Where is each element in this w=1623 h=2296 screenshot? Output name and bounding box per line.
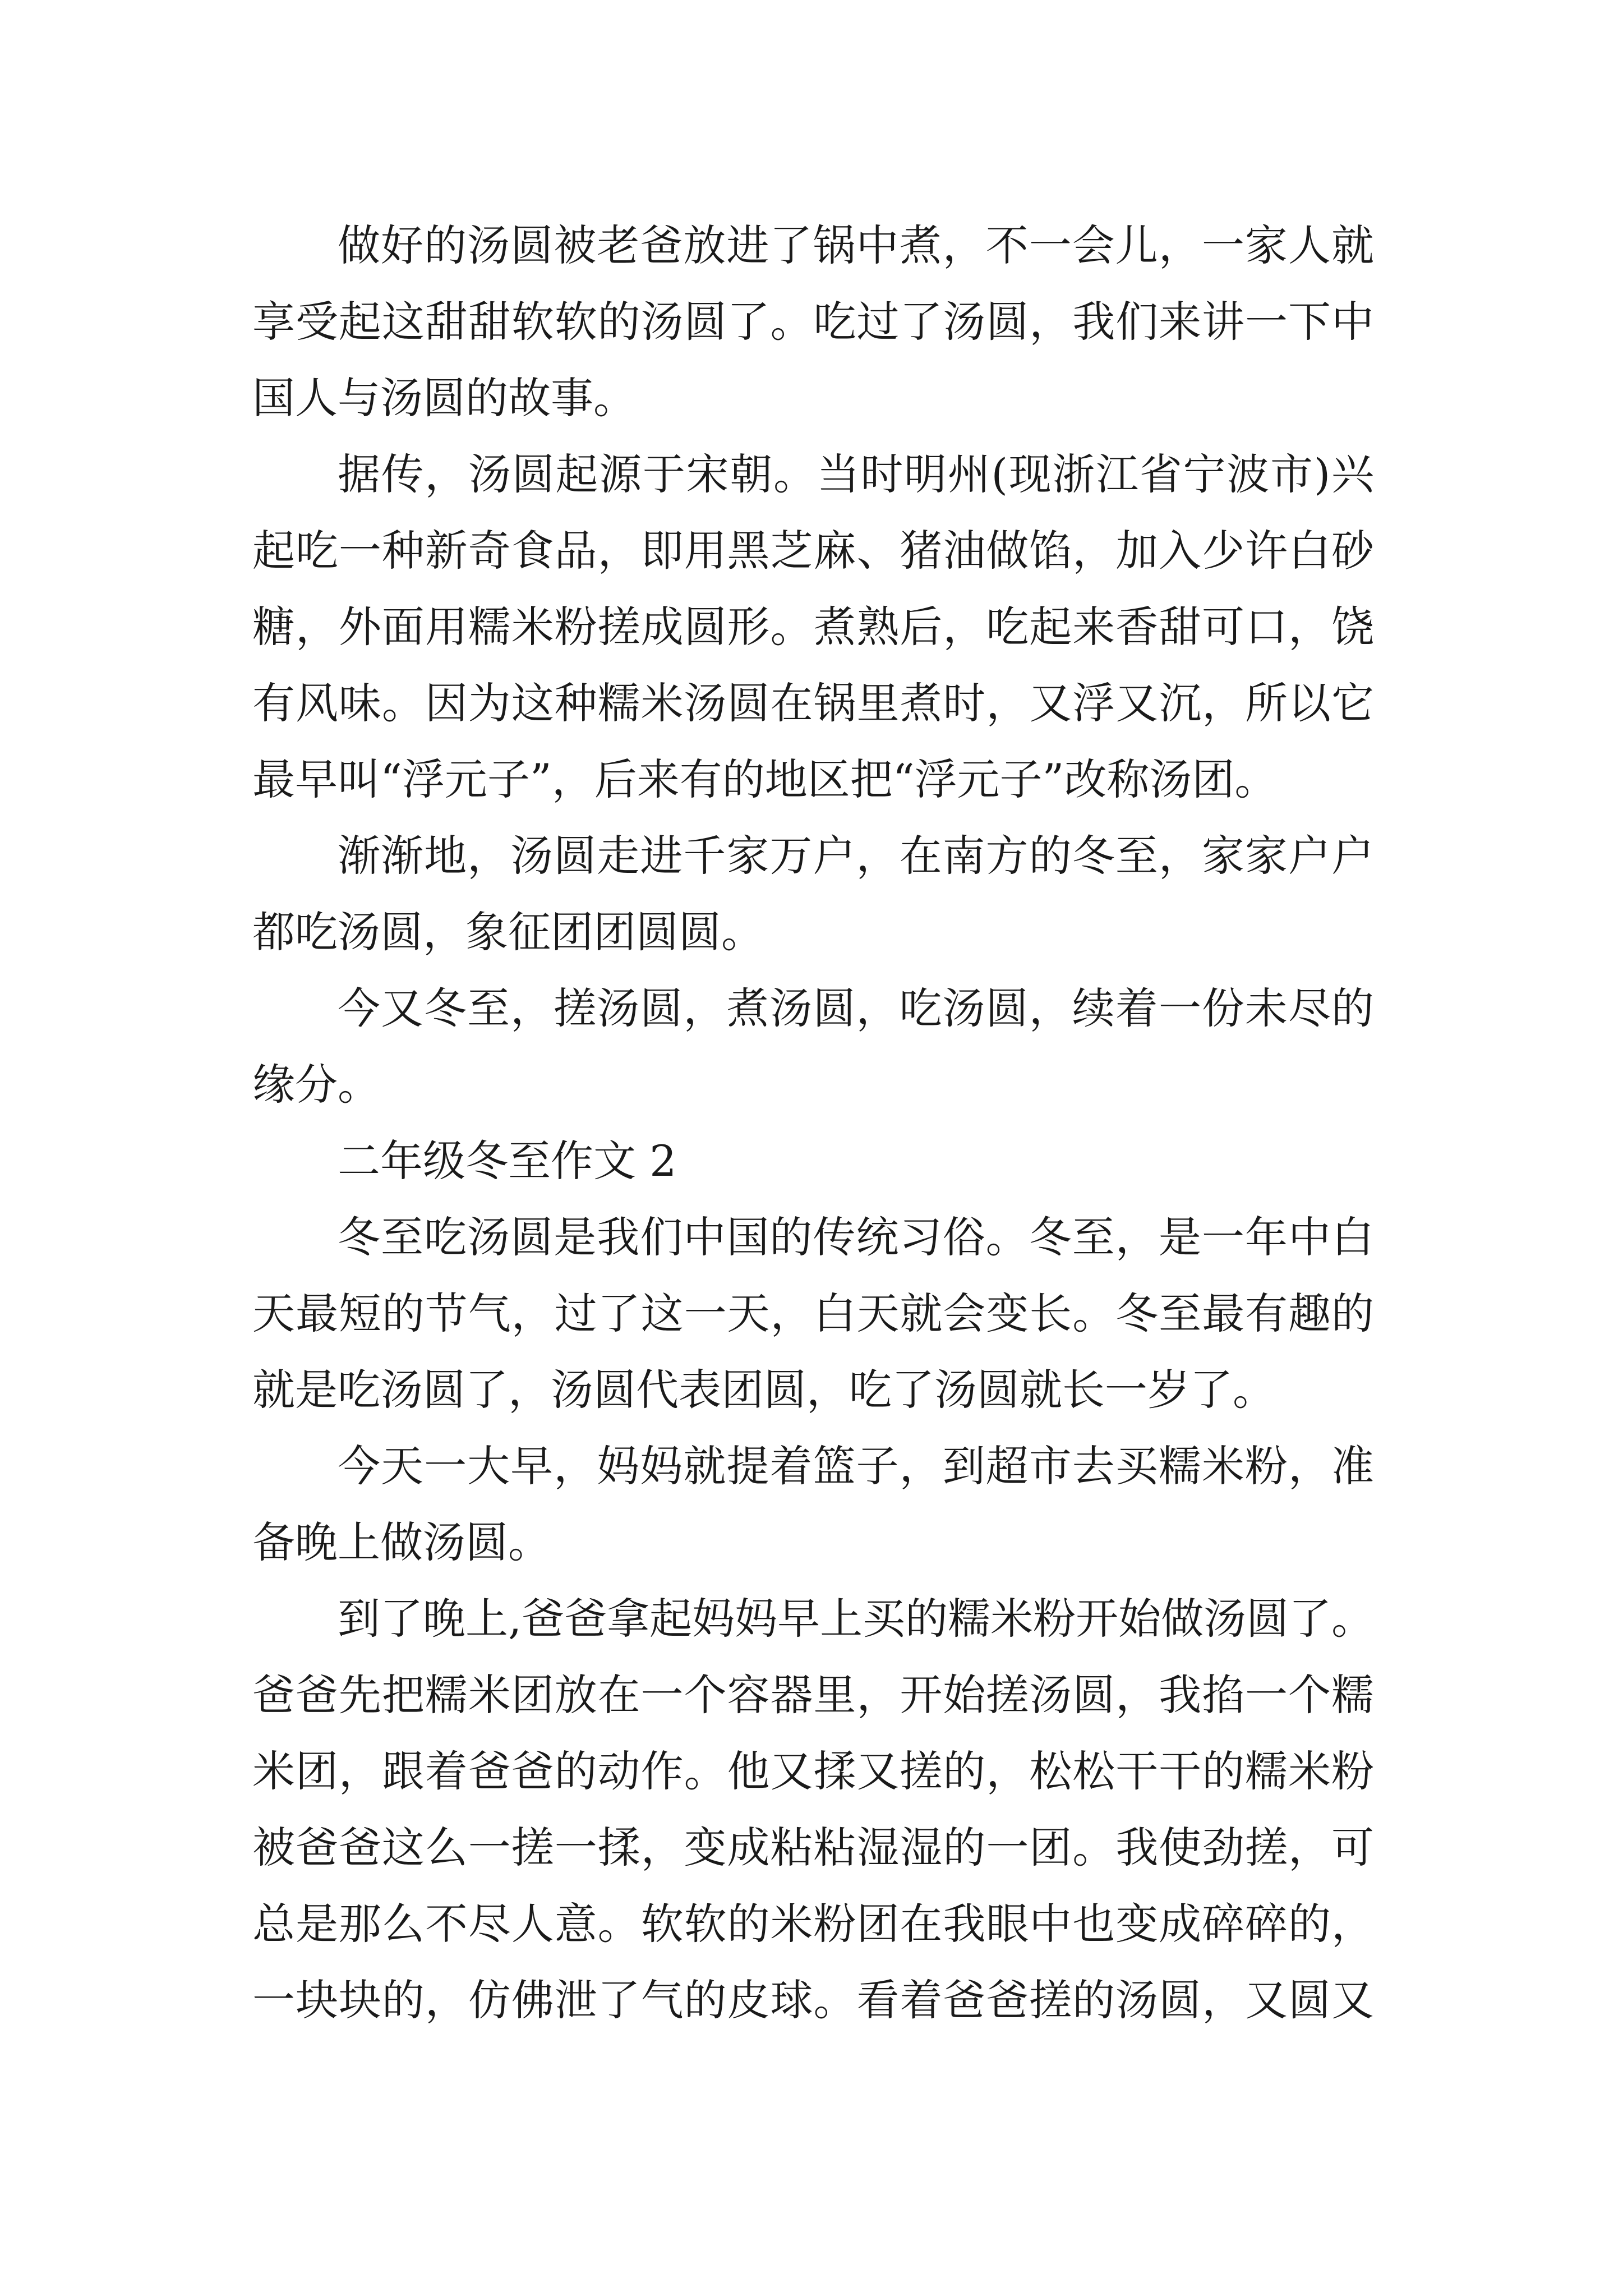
text-line: 米团，跟着爸爸的动作。他又揉又搓的，松松干干的糯米粉: [252, 1746, 1374, 1796]
text-line: 渐渐地，汤圆走进千家万户，在南方的冬至，家家户户: [338, 831, 1374, 881]
text-line: 总是那么不尽人意。软软的米粉团在我眼中也变成碎碎的，: [252, 1899, 1374, 1949]
text-line: 冬至吃汤圆是我们中国的传统习俗。冬至，是一年中白: [338, 1212, 1374, 1262]
text-line: 二年级冬至作文 2: [338, 1136, 677, 1186]
text-line: 今天一大早，妈妈就提着篮子，到超市去买糯米粉，准: [338, 1441, 1374, 1491]
text-line: 就是吃汤圆了，汤圆代表团圆，吃了汤圆就长一岁了。: [252, 1365, 1275, 1415]
text-line: 爸爸先把糯米团放在一个容器里，开始搓汤圆，我掐一个糯: [252, 1670, 1374, 1720]
text-line: 被爸爸这么一搓一揉，变成粘粘湿湿的一团。我使劲搓，可: [252, 1823, 1374, 1872]
text-line: 做好的汤圆被老爸放进了锅中煮，不一会儿，一家人就: [338, 220, 1374, 270]
text-line: 一块块的，仿佛泄了气的皮球。看着爸爸搓的汤圆，又圆又: [252, 1975, 1374, 2025]
text-line: 备晚上做汤圆。: [252, 1517, 551, 1567]
text-line: 国人与汤圆的故事。: [252, 373, 636, 423]
text-line: 据传，汤圆起源于宋朝。当时明州(现浙江省宁波市)兴: [338, 449, 1374, 499]
body-text: [252, 208, 1374, 2039]
text-line: 起吃一种新奇食品，即用黑芝麻、猪油做馅，加入少许白砂: [252, 526, 1374, 576]
text-line: 都吃汤圆，象征团团圆圆。: [252, 907, 764, 957]
text-line: 天最短的节气，过了这一天，白天就会变长。冬至最有趣的: [252, 1289, 1374, 1338]
text-line: 今又冬至，搓汤圆，煮汤圆，吃汤圆，续着一份未尽的: [338, 983, 1374, 1033]
text-line: 糖，外面用糯米粉搓成圆形。煮熟后，吃起来香甜可口，饶: [252, 602, 1374, 652]
text-line: 有风味。因为这种糯米汤圆在锅里煮时，又浮又沉，所以它: [252, 678, 1374, 728]
text-line: 最早叫“浮元子”，后来有的地区把“浮元子”改称汤团。: [252, 754, 1278, 804]
text-line: 享受起这甜甜软软的汤圆了。吃过了汤圆，我们来讲一下中: [252, 297, 1374, 347]
text-line: 到了晚上,爸爸拿起妈妈早上买的糯米粉开始做汤圆了。: [338, 1594, 1375, 1644]
text-line: 缘分。: [252, 1060, 380, 1110]
